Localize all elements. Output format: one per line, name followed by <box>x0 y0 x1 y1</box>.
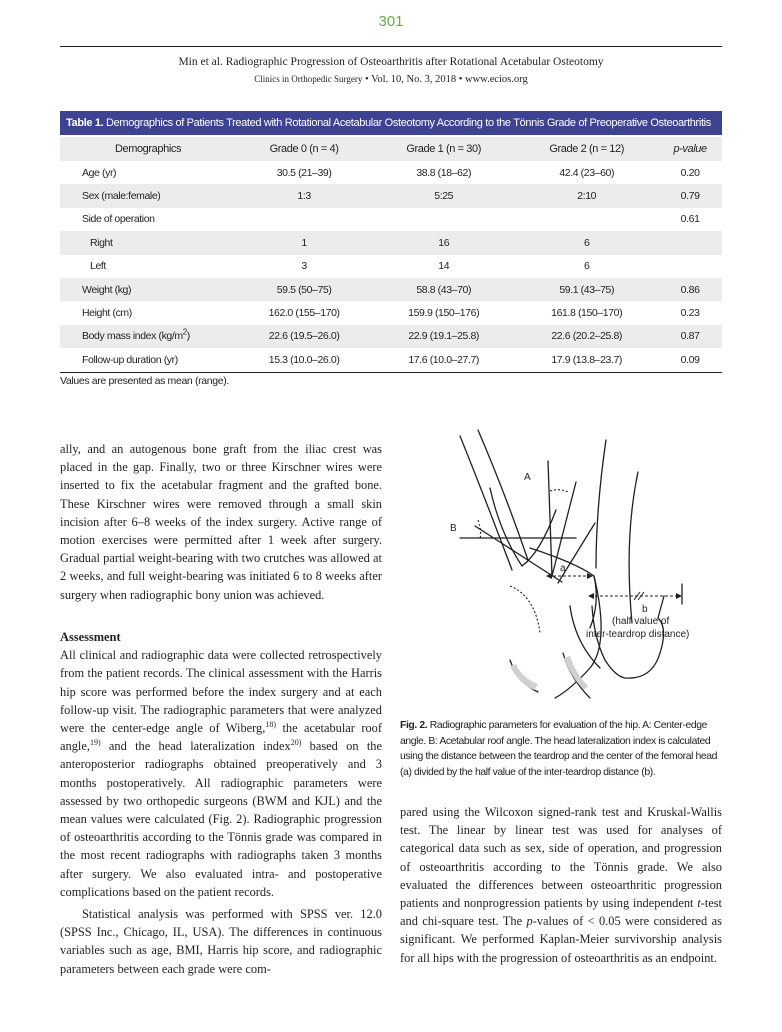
cell-label: Follow-up duration (yr) <box>60 348 236 372</box>
iliac-notch <box>490 488 556 566</box>
ilium-line-1 <box>460 436 512 570</box>
figure-2-caption <box>400 718 722 780</box>
hip-radiograph-diagram <box>400 428 722 708</box>
header-grade-0: Grade 0 (n = 4) <box>236 137 372 161</box>
journal-name: Clinics in Orthopedic Surgery <box>254 74 363 84</box>
reference-19: 19) <box>89 738 101 748</box>
header-demographics: Demographics <box>60 137 236 161</box>
table-body <box>60 161 722 372</box>
cell-grade-0 <box>236 208 372 231</box>
table-row <box>60 301 722 324</box>
cell-p-value: 0.23 <box>680 307 700 320</box>
table-label: Table 1. <box>66 117 104 129</box>
figure-annotation-line-1: (half value of <box>612 616 670 627</box>
cell-grade-1: 16 <box>372 231 515 254</box>
angle-a-arc <box>550 490 568 492</box>
paragraph-statistics: Statistical analysis was performed with SPSS ver. 12.0 (SPSS Inc., Chicago, IL, USA). The differences in continuous variables such as age, BMI, Harris hip score, and radiographic parameters between each grade were com- <box>60 907 382 976</box>
cell-grade-1 <box>372 208 515 231</box>
cell-grade-0: 59.5 (50–75) <box>236 278 372 301</box>
center-edge-lateral <box>552 482 576 576</box>
page-number: 301 <box>378 13 404 30</box>
table-row <box>60 348 722 372</box>
ilium-line-2 <box>478 430 528 560</box>
journal-issue: • Vol. 10, No. 3, 2018 • www.ecios.org <box>362 74 528 85</box>
femoral-head-dashed <box>510 586 540 633</box>
table-header-row <box>60 137 722 161</box>
figure-label-a-distance: a <box>560 563 566 574</box>
pelvic-wall-line <box>629 472 638 623</box>
cell-grade-2: 22.6 (20.2–25.8) <box>515 325 658 348</box>
header-grade-1: Grade 1 (n = 30) <box>372 137 515 161</box>
cell-grade-0: 1 <box>236 231 372 254</box>
cell-grade-0: 15.3 (10.0–26.0) <box>236 348 372 372</box>
cell-grade-2: 2:10 <box>515 184 658 207</box>
acetabular-roof-curve <box>530 548 596 628</box>
cell-grade-1: 14 <box>438 260 450 273</box>
body-paragraph-1 <box>60 440 382 604</box>
cell-label: Sex (male:female) <box>60 184 236 207</box>
running-head: Min et al. Radiographic Progression of Osteoarthritis after Rotational Acetabular Osteotomy <box>178 56 604 68</box>
statistics-paragraph <box>60 905 382 978</box>
table-row <box>60 231 722 254</box>
cell-grade-1: 5:25 <box>372 184 515 207</box>
cell-grade-1: 22.9 (19.1–25.8) <box>372 325 515 348</box>
cell-label: Weight (kg) <box>60 278 236 301</box>
table-title-text: Demographics of Patients Treated with Rotational Acetabular Osteotomy According to the Tönnis Grade of Preoperative Osteoarthritis <box>103 117 711 129</box>
reference-20: 20) <box>290 738 302 748</box>
cell-p-value <box>658 231 722 254</box>
cell-grade-2: 17.9 (13.8–23.7) <box>515 348 658 372</box>
caption-label: Fig. 2. <box>400 720 428 731</box>
cell-grade-0: 3 <box>301 260 307 273</box>
table-note: Values are presented as mean (range). <box>60 375 229 387</box>
table-row <box>60 184 722 207</box>
cell-p-value <box>658 255 722 278</box>
figure-label-a-angle: A <box>524 472 531 483</box>
cortex-shade-left <box>510 664 538 690</box>
cell-label: Age (yr) <box>82 166 117 179</box>
header-rule <box>60 46 722 47</box>
journal-line <box>0 72 782 87</box>
section-heading-assessment: Assessment <box>60 630 121 644</box>
methods-continued-paragraph <box>400 803 722 967</box>
figure-annotation-line-2: inter-teardrop distance) <box>586 629 690 640</box>
cell-grade-2: 6 <box>515 231 658 254</box>
header-p-value: p-value <box>658 137 722 161</box>
paragraph-methods-continued: pared using the Wilcoxon signed-rank test and Kruskal-Wallis test. The linear by linear test was used for analyses of categorical data such as sex, side of operation, and progression of osteoarthritis according to the Tönnis grade. We also evaluated the differences between osteoarthritic progression patients and nonprogression patients by using independent t-test and chi-square test. The p-values of < 0.05 were considered as significant. We performed Kaplan-Meier survivorship analysis for all hips with the progression of osteoarthritis as an endpoint. <box>400 805 722 965</box>
cell-p-value: 0.61 <box>680 213 700 226</box>
cell-grade-0: 162.0 (155–170) <box>268 307 340 320</box>
paragraph-assessment: All clinical and radiographic data were collected retrospectively from the patient records. The clinical assessment with the Harris hip score was performed before the index surgery and at each follow-up visit. The radiographic parameters that were analyzed were the center-edge angle of Wiberg,$^{18)}$ the acetabular roof angle,$^{19)}$ and the head lateralization index$^{20)}$ based on the anteroposterior radiographs obtained preoperatively and 3 months postoperatively. All radiographic parameters were assessed by two orthopedic surgeons (BWM and KJL) and the mean values were calculated (Fig. 2). Radiographic progression of osteoarthritis according to the Tönnis grade was compared in the most recent radiographs with radiographs taken 3 months after surgery. We also evaluated intra- and postoperative complications based on the patient records. <box>60 648 382 899</box>
cell-grade-1: 38.8 (18–62) <box>416 166 472 179</box>
arrow-b-right <box>676 593 682 599</box>
cell-grade-0: 1:3 <box>236 184 372 207</box>
cell-grade-2: 6 <box>583 260 590 273</box>
reference-18: 18) <box>265 719 277 729</box>
cell-p-value: 0.09 <box>658 348 722 372</box>
cell-p-value: 0.87 <box>658 325 722 348</box>
cortex-shade-right <box>564 656 588 690</box>
cell-grade-1: 58.8 (43–70) <box>372 278 515 301</box>
cell-label: Height (cm) <box>82 307 132 320</box>
center-edge-vertical <box>548 461 552 576</box>
cell-grade-2: 42.4 (23–60) <box>559 166 615 179</box>
header-grade-2: Grade 2 (n = 12) <box>515 137 658 161</box>
cell-p-value: 0.20 <box>680 166 700 179</box>
cell-label: Right <box>60 231 236 254</box>
cell-p-value: 0.79 <box>658 184 722 207</box>
cell-label: Side of operation <box>82 213 155 226</box>
cell-grade-0: 22.6 (19.5–26.0) <box>236 325 372 348</box>
figure-label-b-distance: b <box>642 604 648 615</box>
table-row <box>60 208 722 231</box>
arrow-b-left <box>588 593 594 599</box>
cell-grade-2 <box>515 208 658 231</box>
caption-text: Radiographic parameters for evaluation of the hip. A: Center-edge angle. B: Acetabular roof angle. The head lateralization index is calculated using the distance between the teardrop and the center of the femoral head (a) divided by the half value of the inter-teardrop distance (b). <box>400 720 717 778</box>
table-title <box>60 111 722 135</box>
assessment-section <box>60 628 382 901</box>
cell-label: Body mass index $(kg/m^2)$ <box>60 325 236 348</box>
cell-grade-1: 17.6 (10.0–27.7) <box>372 348 515 372</box>
table-row <box>60 161 722 184</box>
figure-2-diagram <box>400 428 722 708</box>
table-row <box>60 255 722 278</box>
paragraph-text: ally, and an autogenous bone graft from the iliac crest was placed in the gap. Finally, two or three Kirschner wires were inserted to fix the acetabular fragment and the grafted bone. These Kirschner wires were removed through a small skin incision after 6–8 weeks of the index surgery. Active range of motion exercises were permitted after 1 week after surgery. Gradual partial weight-bearing with two crutches was allowed at 2 weeks, and full weight-bearing was initiated 6 to 8 weeks after surgery when radiographic bony union was achieved. <box>60 442 382 602</box>
table-row <box>60 278 722 301</box>
demographics-table <box>60 137 722 373</box>
cell-grade-2: 161.8 (150–170) <box>551 307 623 320</box>
cell-grade-1: 159.9 (150–176) <box>408 307 480 320</box>
cell-grade-0: 30.5 (21–39) <box>276 166 332 179</box>
table-row <box>60 325 722 348</box>
cell-label: Left <box>90 260 106 273</box>
figure-label-b-angle: B <box>450 523 457 534</box>
cell-grade-2: 59.1 (43–75) <box>515 278 658 301</box>
cell-p-value: 0.86 <box>658 278 722 301</box>
pelvic-inner-line <box>596 440 606 568</box>
